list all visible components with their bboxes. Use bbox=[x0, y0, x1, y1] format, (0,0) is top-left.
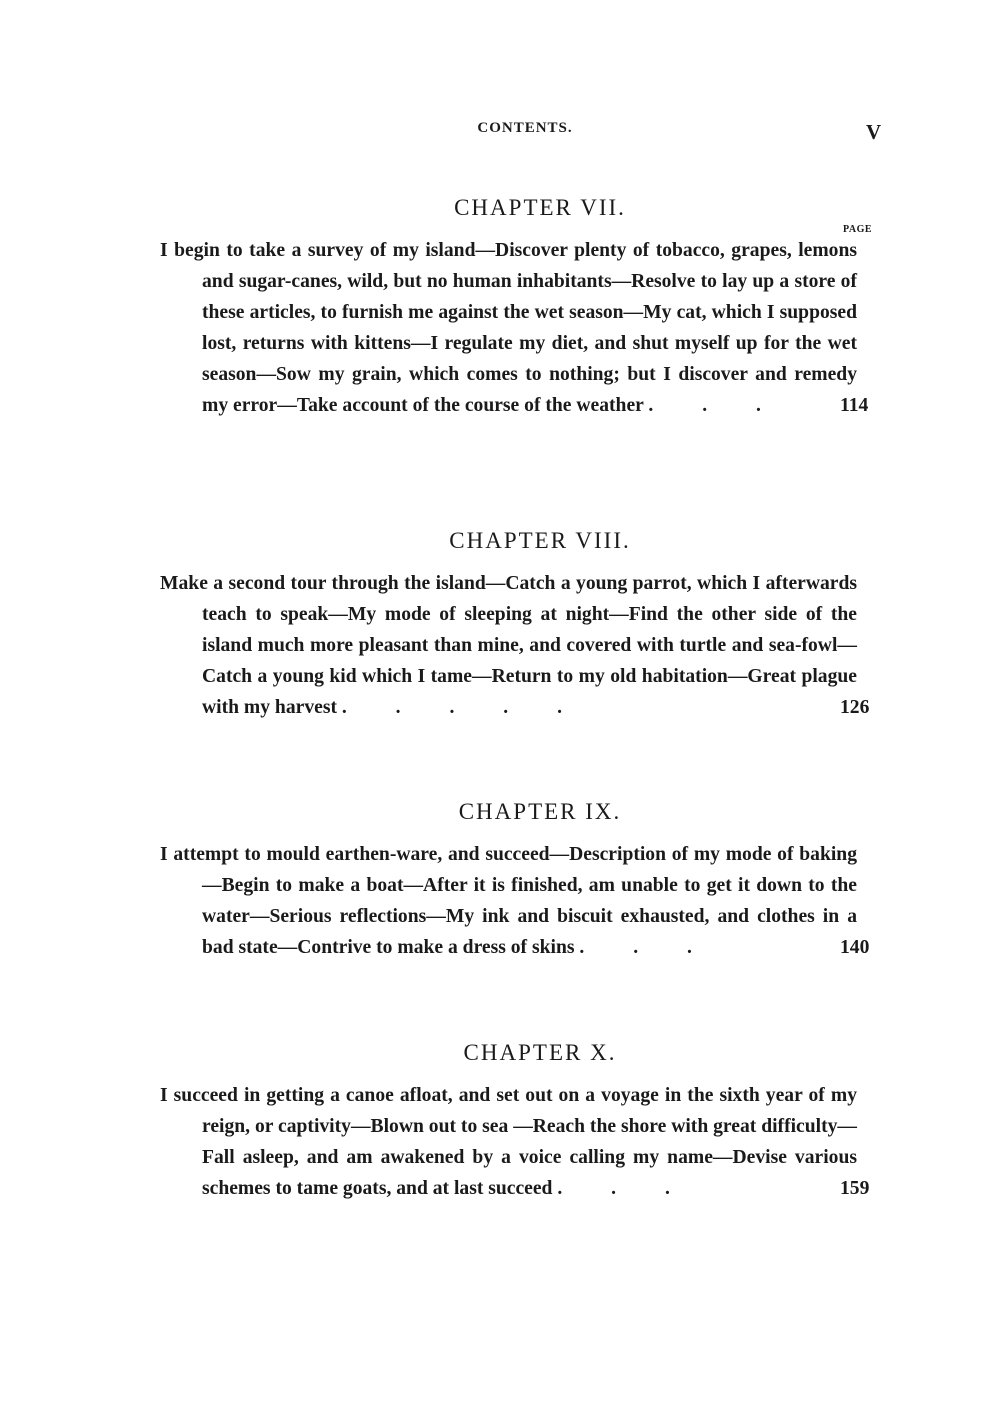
chapter-page-number: 159 bbox=[840, 1178, 870, 1199]
chapter-title: CHAPTER IX. bbox=[458, 799, 622, 824]
chapter-title: CHAPTER VIII. bbox=[449, 528, 631, 553]
folio-page-number: V bbox=[866, 120, 882, 144]
chapter-page-number: 140 bbox=[840, 937, 870, 958]
running-title: CONTENTS. bbox=[477, 120, 573, 136]
dot-leader: . . . bbox=[579, 937, 714, 958]
chapter-summary bbox=[160, 839, 857, 963]
chapter-title: CHAPTER VII. bbox=[454, 195, 626, 220]
chapter-page-number: 114 bbox=[840, 395, 869, 416]
summary-text: Make a second tour through the island—Catch a young parrot, which I afterwards teach to speak—My mode of sleeping at night—Find the other side of the island much more pleasant than mine, and covered with turtle and sea-fowl—Catch a young kid which I tame—Return to my old habitation—Great plague with my harvest bbox=[160, 573, 857, 718]
chapter-summary bbox=[160, 568, 857, 723]
dot-leader: . . . . . bbox=[341, 697, 584, 718]
running-head bbox=[0, 120, 1000, 144]
page-column-label: PAGE bbox=[843, 224, 873, 235]
chapter-entry bbox=[160, 195, 885, 421]
chapter-entry bbox=[160, 1040, 885, 1204]
summary-text: I succeed in getting a canoe afloat, and set out on a voyage in the sixth year of my reign, or captivity—Blown out to sea —Reach the shore with great difficulty—Fall asleep, and am awakened by a voice calling my name—Devise various schemes to tame goats, and at last succeed bbox=[160, 1085, 857, 1199]
chapter-entry bbox=[160, 528, 885, 723]
summary-text: I attempt to mould earthen-ware, and succeed—Description of my mode of baking—Begin to make a boat—After it is finished, am unable to get it down to the water—Serious reflections—My ink and biscuit exhausted, and clothes in a bad state—Contrive to make a dress of skins bbox=[160, 844, 857, 958]
chapter-summary bbox=[160, 1080, 857, 1204]
dot-leader: . . . bbox=[648, 395, 783, 416]
chapter-entry bbox=[160, 799, 885, 963]
chapter-title: CHAPTER X. bbox=[463, 1040, 617, 1065]
dot-leader: . . . bbox=[557, 1178, 692, 1199]
chapter-summary bbox=[160, 235, 857, 421]
chapter-page-number: 126 bbox=[840, 697, 870, 718]
summary-text: I begin to take a survey of my island—Discover plenty of tobacco, grapes, lemons and sugar-canes, wild, but no human inhabitants—Resolve to lay up a store of these articles, to furnish me against the wet season—My cat, which I supposed lost, returns with kittens—I regulate my diet, and shut myself up for the wet season—Sow my grain, which comes to nothing; but I discover and remedy my error—Take account of the course of the weather bbox=[160, 240, 857, 416]
